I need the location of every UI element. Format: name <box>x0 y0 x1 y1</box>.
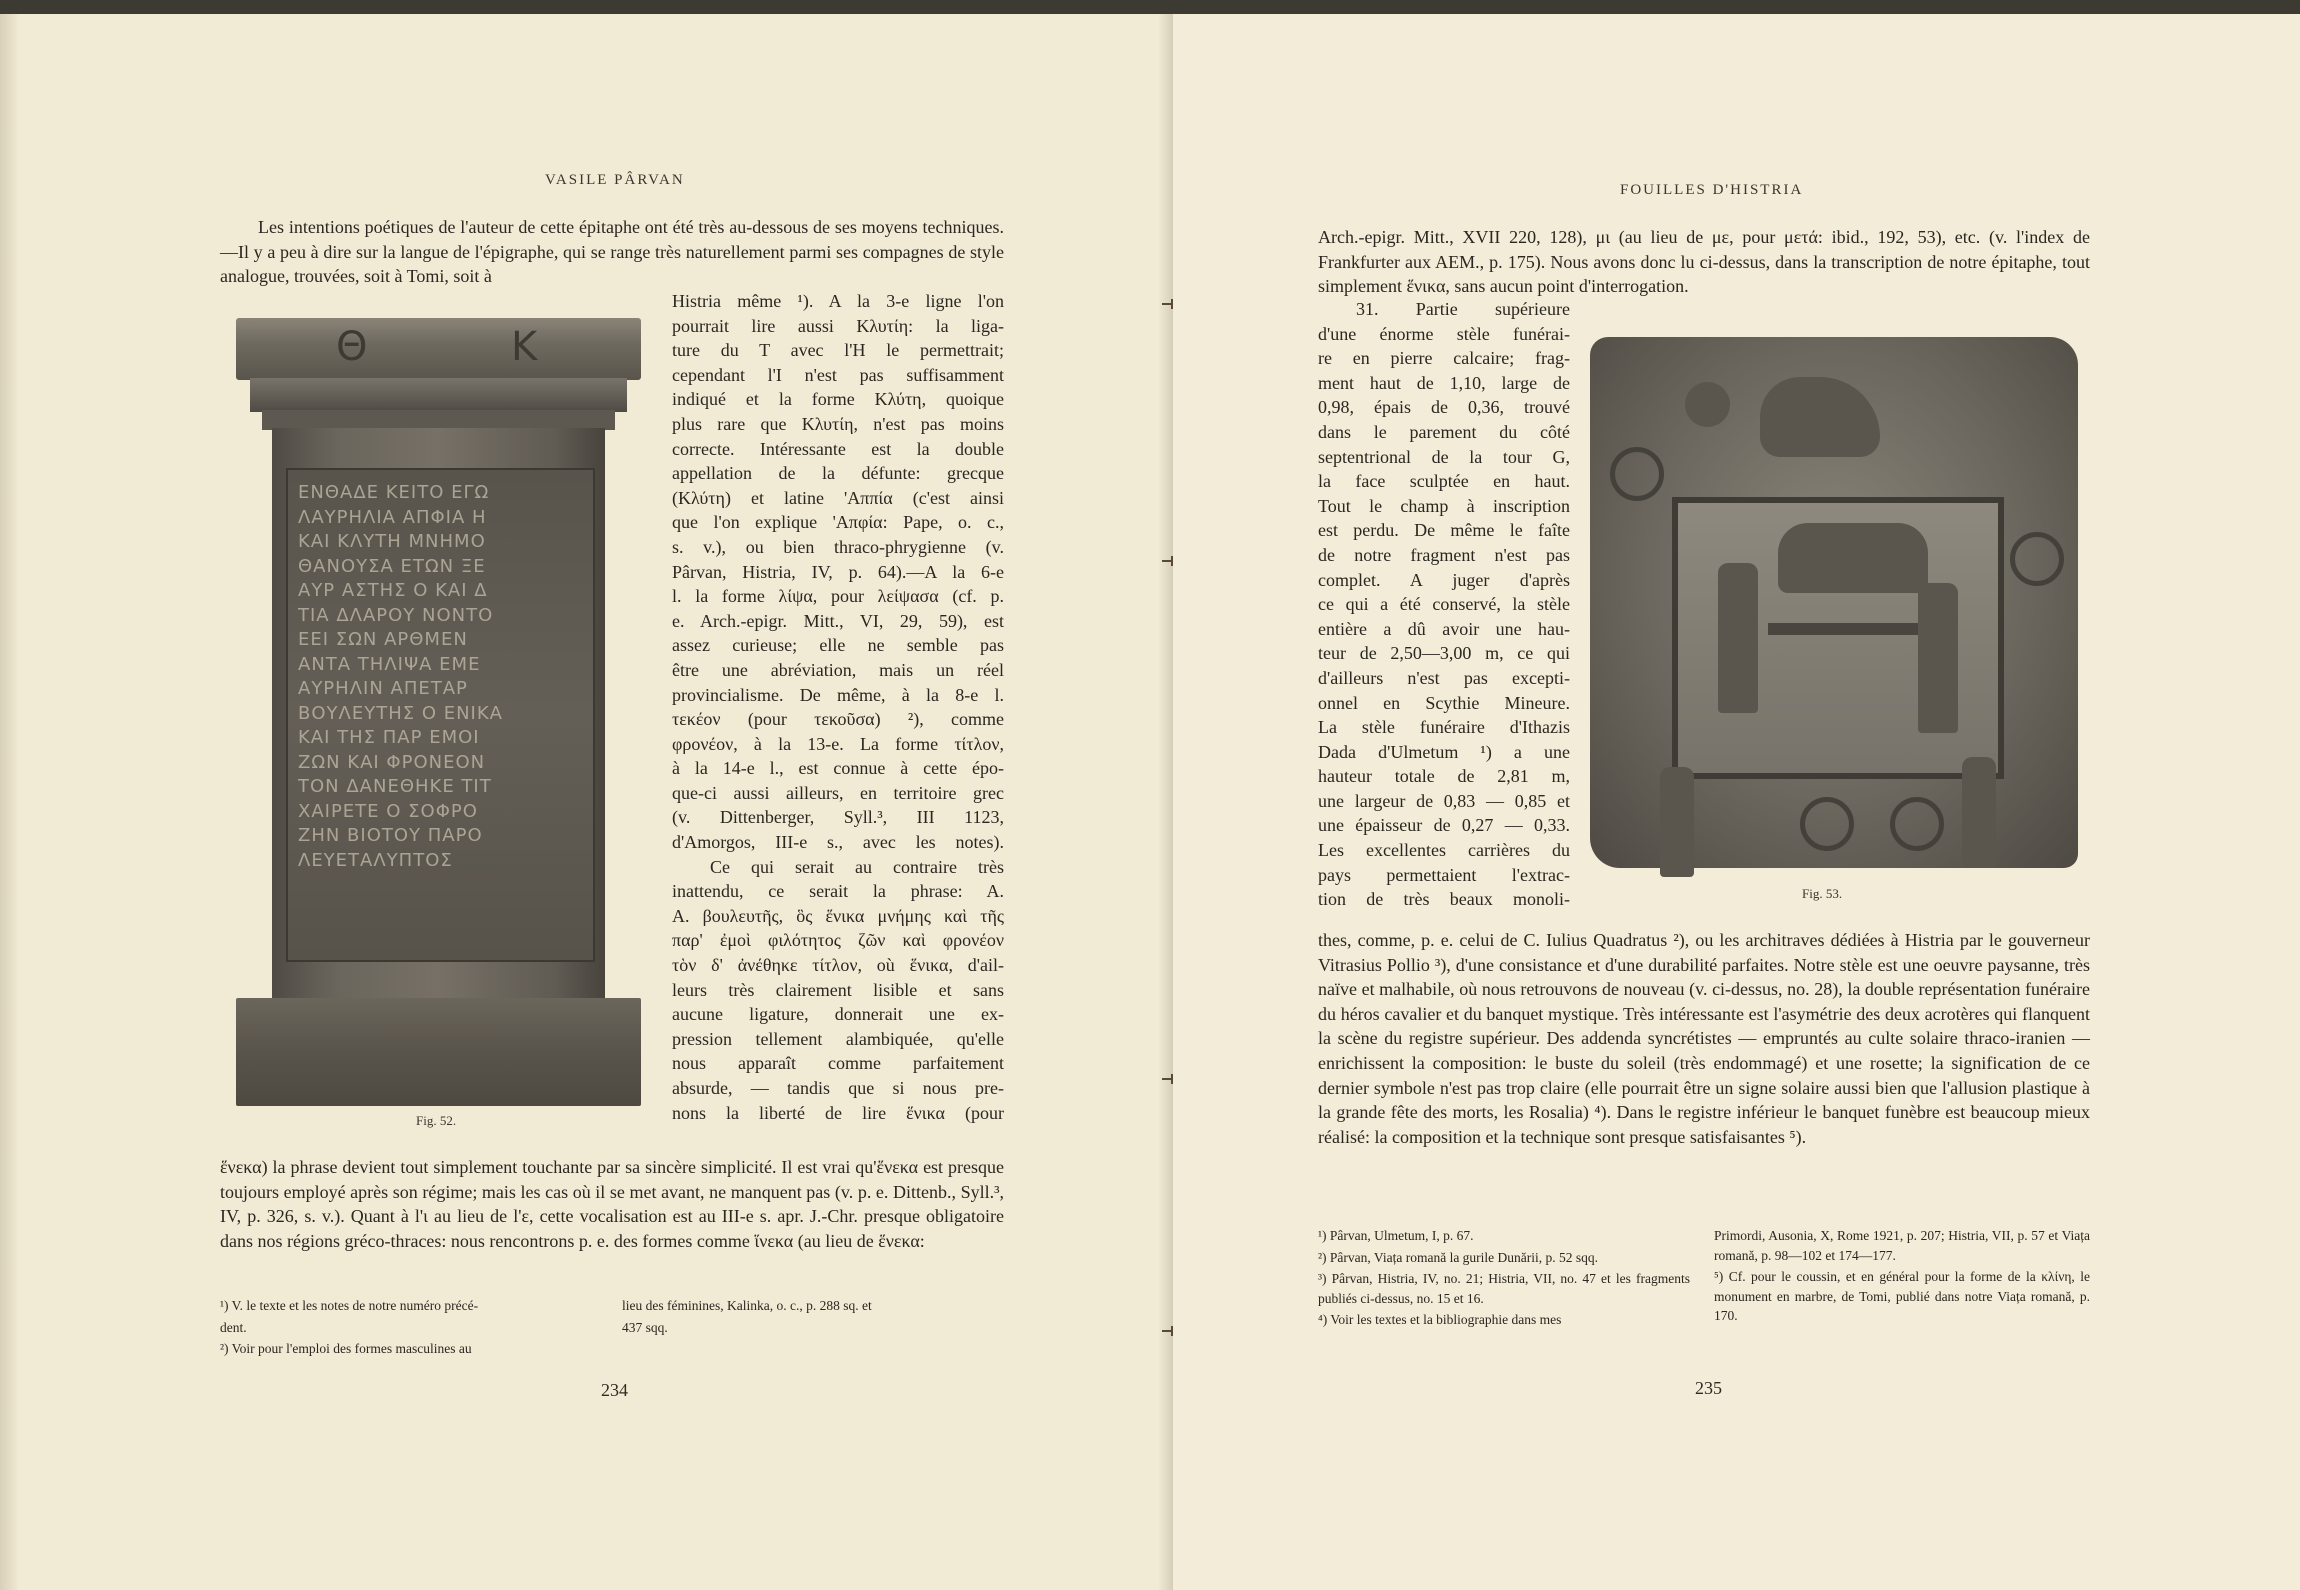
column-line: d'une énorme stèle funérai- <box>1318 323 1570 344</box>
column-line: re en pierre calcaire; frag- <box>1318 348 1570 369</box>
relief-scroll <box>2010 532 2064 586</box>
column-line: τεκέον (pour τεκοῦσα) ²), comme <box>672 709 1004 730</box>
right-footnotes <box>1318 1226 2090 1356</box>
column-line: 0,98, épais de 0,36, trouvé <box>1318 397 1570 418</box>
footnote: ⁵) Cf. pour le coussin, et en général pour la forme de la κλίνη, le monument en marbre, de Tomi, publié dans notre Viața romană, p. 170. <box>1714 1269 2090 1323</box>
relief-horseman <box>1760 377 1880 457</box>
column-line: Les excellentes carrières du <box>1318 840 1570 861</box>
column-line: (Κλύτη) et latine 'Αππία (c'est ainsi <box>672 487 1004 508</box>
inscription-line: ΖΩΝ ΚΑΙ ΦΡΟΝΕΟΝ <box>298 751 486 771</box>
column-line: que l'on explique 'Απφία: Pape, o. c., <box>672 512 1004 533</box>
column-line: nons la liberté de lire ἕνικα (pour <box>672 1102 1004 1123</box>
column-line: s. v.), ou bien thraco-phrygienne (v. <box>672 536 1004 557</box>
column-line: pourrait lire aussi Κλυτίη: la liga- <box>672 315 1004 336</box>
left-page-number: 234 <box>601 1380 628 1400</box>
right-paragraph-column <box>1318 297 1570 912</box>
column-line: παρ' ἐμοὶ φιλότητος ζῶν καὶ φρονέον <box>672 930 1004 951</box>
inscription-line: ΤΟΝ ΔΑΝΕΘΗΚΕ ΤΙΤ <box>298 776 492 795</box>
column-line: septentrional de la tour G, <box>1318 446 1570 467</box>
inscription-line: ΤΙΑ ΔΛΑΡΟΥ ΝΟΝΤΟ <box>298 604 494 624</box>
column-line: aucune ligature, donnerait une ex- <box>672 1004 1004 1025</box>
left-footnotes-col2 <box>622 1296 1004 1339</box>
footnote: lieu des féminines, Kalinka, o. c., p. 288 sq. et <box>622 1298 872 1313</box>
column-line: entière a dû avoir une hau- <box>1318 618 1570 639</box>
left-paragraph-lead <box>220 215 1004 289</box>
column-line: une largeur de 0,83 — 0,85 et <box>1318 790 1570 811</box>
footnote: ¹) V. le texte et les notes de notre numéro précé- <box>220 1298 479 1313</box>
stele-shaft <box>272 428 605 998</box>
footnote: ²) Voir pour l'emploi des formes masculines au <box>220 1341 472 1356</box>
left-lead-text: Les intentions poétiques de l'auteur de cette épitaphe ont été très au-dessous de ses moyens techniques.—Il y a peu à dire sur la langue de l'épigraphe, qui se range très naturellement parmi ses compagnes de style analogue, trouvées, soit à Tomi, soit à <box>220 217 1004 287</box>
footnote: Primordi, Ausonia, X, Rome 1921, p. 207; Histria, VII, p. 57 et Viața romană, p. 98—102 et 174—177. <box>1714 1228 2090 1263</box>
relief-banquet-register <box>1672 497 2004 779</box>
column-line: hauteur totale de 2,81 m, <box>1318 766 1570 787</box>
column-line: Pârvan, Histria, IV, p. 64).—A la 6-e <box>672 561 1004 582</box>
column-line: tion de très beaux monoli- <box>1318 889 1570 910</box>
column-line: l. la forme λίψα, pour λείψασα (cf. p. <box>672 586 1004 607</box>
right-paragraph-top <box>1318 225 2090 299</box>
left-running-head: VASILE PÂRVAN <box>545 172 685 188</box>
column-line: (v. Dittenberger, Syll.³, III 1123, <box>672 807 1004 828</box>
column-line: pays permettaient l'extrac- <box>1318 864 1570 885</box>
left-tail-text: ἕνεκα) la phrase devient tout simplement touchante par sa sincère simplicité. Il est vrai qu'ἕνεκα est presque toujours employé après son régime; mais les cas où il se met avant, ne manquent pas (v. p. e. Dittenb., Syll.³, IV, p. 326, s. v.). Quant à l'ι au lieu de l'ε, cette vocalisation est au III-e s. apr. J.-Chr. presque obligatoire dans nos régions gréco-thraces: nous rencontrons p. e. des formes comme ἵνεκα (au lieu de ἕνεκα: <box>220 1157 1004 1251</box>
column-line: d'ailleurs n'est pas excepti- <box>1318 667 1570 688</box>
column-line: que-ci aussi ailleurs, en territoire grec <box>672 782 1004 803</box>
column-line: ce qui a été conservé, la stèle <box>1318 594 1570 615</box>
relief-scroll <box>1890 797 1944 851</box>
figure-52-stele <box>236 318 641 1106</box>
footnote: 437 sqq. <box>622 1319 668 1335</box>
column-line: inattendu, ce serait la phrase: A. <box>672 881 1004 902</box>
column-line: correcte. Intéressante est la double <box>672 438 1004 459</box>
right-page-number: 235 <box>1695 1378 1722 1398</box>
column-line: onnel en Scythie Mineure. <box>1318 692 1570 713</box>
relief-sun-bust <box>1685 382 1730 427</box>
relief-figure-standing <box>1918 583 1958 733</box>
inscription-line: ΛΕΥΕΤΑΛΥΠΤΟΣ <box>298 849 453 869</box>
top-edge <box>0 0 2300 14</box>
column-line: τὸν δ' ἀνέθηκε τίτλον, où ἕνικα, d'ail- <box>672 955 1004 976</box>
footnote: ⁴) Voir les textes et la bibliographie dans mes <box>1318 1312 1562 1327</box>
inscription-line: ΕΝΘΑΔΕ ΚΕΙΤΟ ΕΓΩ <box>298 482 490 501</box>
inscription-line: ΘΑΝΟΥΣΑ ΕΤΩΝ ΞΕ <box>298 555 486 575</box>
left-footnotes <box>220 1296 1004 1356</box>
column-line: A. βουλευτῆς, ὃς ἕνικα μνήμης καὶ τῆς <box>672 905 1004 926</box>
column-line: e. Arch.-epigr. Mitt., VI, 29, 59), est <box>672 610 1004 631</box>
left-footnotes-col1 <box>220 1296 598 1361</box>
right-footnotes-col1 <box>1318 1226 1690 1332</box>
column-line: Ce qui serait au contraire très <box>710 856 1004 877</box>
right-footnotes-col2 <box>1714 1226 2090 1328</box>
relief-reclining-figure <box>1778 523 1928 593</box>
stele-crown <box>236 318 641 380</box>
inscription-line: ΖΗΝ ΒΙΟΤΟΥ ΠΑΡΟ <box>298 825 483 844</box>
column-line: cependant l'I n'est pas suffisamment <box>672 364 1004 385</box>
left-paragraph-tail <box>220 1155 1004 1253</box>
column-line: φρονέον, à la 13-e. La forme τίτλον, <box>672 733 1004 754</box>
column-line: absurde, — tandis que si nous pre- <box>672 1078 1004 1098</box>
footnote: dent. <box>220 1319 247 1335</box>
inscription-panel <box>286 468 595 962</box>
relief-table <box>1768 623 1938 635</box>
column-line: Tout le champ à inscription <box>1318 495 1570 516</box>
footnote: ²) Pârvan, Viața romană la gurile Dunării, p. 52 sqq. <box>1318 1249 1599 1265</box>
figure-53-relief <box>1590 337 2078 868</box>
inscription-line: ΛΑΥΡΗΛΙΑ ΑΠΦΙΑ Η <box>298 506 487 526</box>
figure-52-caption: Fig. 52. <box>416 1113 457 1128</box>
inscription-line: ΒΟΥΛΕΥΤΗΣ Ο ΕΝΙΚΑ <box>298 702 503 722</box>
column-line: ment haut de 1,10, large de <box>1318 372 1570 393</box>
column-line: appellation de la défunte: grecque <box>672 463 1004 484</box>
column-line: pression tellement alambiquée, qu'elle <box>672 1028 1004 1049</box>
relief-figure-left <box>1660 767 1694 877</box>
left-paragraph-column <box>672 289 1004 1125</box>
column-line: leurs très clairement lisible et sans <box>672 979 1004 1000</box>
column-line: à la 14-e l., est connue à cette épo- <box>672 758 1004 779</box>
column-line: La stèle funéraire d'Ithazis <box>1318 717 1570 738</box>
column-line: Histria même ¹). A la 3-e ligne l'on <box>672 291 1004 311</box>
crown-letter-right: Κ <box>511 324 538 370</box>
relief-scroll <box>1800 797 1854 851</box>
column-line: assez curieuse; elle ne semble pas <box>672 635 1004 656</box>
column-line: teur de 2,50—3,00 m, ce qui <box>1318 643 1570 664</box>
column-line: complet. A juger d'après <box>1318 569 1570 590</box>
inscription-line: ΧΑΙΡΕΤΕ Ο ΣΟΦΡΟ <box>298 800 478 820</box>
relief-scroll <box>1610 447 1664 501</box>
column-line: ture du T avec l'H le permettrait; <box>672 340 1004 361</box>
inscription-line: ΑΥΡΗΛΙΝ ΑΠΕΤΑΡ <box>298 678 468 697</box>
inscription-line: ΚΑΙ ΤΗΣ ΠΑΡ ΕΜΟΙ <box>298 727 480 746</box>
figure-53-caption: Fig. 53. <box>1802 886 1843 901</box>
right-tail-text: thes, comme, p. e. celui de C. Iulius Quadratus ²), ou les architraves dédiées à Histria par le gouverneur Vitrasius Pollio ³), d'une consistance et d'une durabilité parfaites. Notre stèle est une oeuvre paysanne, très naïve et malhabile, où nous retrouvons de nouveau (v. ci-dessus, no. 28), la double représentation funéraire du héros cavalier et du banquet mystique. Très intéressante est l'asymétrie des deux acrotères qui flanquent la scène du registre supérieur. Des addenda syncrétistes — empruntés au culte solaire thraco-iranien — enrichissent la composition: le buste du soleil (très endommagé) et une rosette; la signification de ce dernier symbole n'est pas trop claire (elle pourrait être un signe solaire aussi bien que l'allusion plastique à la grande fête des morts, les Rosalia) ⁴). Dans le registre inférieur le banquet funèbre est beaucoup mieux réalisé: la composition et la technique sont presque satisfaisantes ⁵). <box>1318 930 2090 1147</box>
column-line: nous apparaît comme parfaitement <box>672 1053 1004 1074</box>
footnote: ¹) Pârvan, Ulmetum, I, p. 67. <box>1318 1228 1474 1243</box>
column-line: d'Amorgos, III-e s., avec les notes). <box>672 832 1004 853</box>
column-line: 31. Partie supérieure <box>1356 299 1570 319</box>
column-line: indiqué et la forme Κλύτη, quoique <box>672 389 1004 410</box>
right-top-text: Arch.-epigr. Mitt., XVII 220, 128), μι (au lieu de με, pour μετά: ibid., 192, 53), etc. (v. l'index de Frankfurter aux AEM., p. 175). Nous avons donc lu ci-dessus, dans la transcription de notre épitaphe, tout simplement ἕνικα, sans aucun point d'interrogation. <box>1318 227 2090 297</box>
column-line: provincialisme. De même, à la 8-e l. <box>672 684 1004 705</box>
column-line: être une abréviation, mais un réel <box>672 659 1004 680</box>
stele-base <box>236 998 641 1106</box>
relief-figure-right <box>1962 757 1996 867</box>
inscription-line: ΑΝΤΑ ΤΗΛΙΨΑ ΕΜΕ <box>298 653 481 673</box>
inscription-line: ΚΑΙ ΚΛΥΤΗ ΜΝΗΜΟ <box>298 531 486 550</box>
column-line: la face sculptée en haut. <box>1318 471 1570 492</box>
relief-figure-standing <box>1718 563 1758 713</box>
page-edge-left <box>0 14 18 1590</box>
footnote: ³) Pârvan, Histria, IV, no. 21; Histria, VII, no. 47 et les fragments publiés ci-dessus, no. 15 et 16. <box>1318 1271 1690 1306</box>
right-running-head: FOUILLES D'HISTRIA <box>1620 182 1804 198</box>
stele-molding <box>250 378 627 412</box>
inscription-line: ΕΕΙ ΣΩΝ ΑΡΘΜΕΝ <box>298 629 468 648</box>
crown-letter-left: Θ <box>336 324 368 370</box>
inscription-line: ΑΥΡ ΑΣΤΗΣ Ο ΚΑΙ Δ <box>298 580 488 599</box>
column-line: plus rare que Κλυτίη, n'est pas moins <box>672 413 1004 434</box>
column-line: de notre fragment n'est pas <box>1318 544 1570 565</box>
column-line: Dada d'Ulmetum ¹) a une <box>1318 741 1570 762</box>
column-line: une épaisseur de 0,27 — 0,33. <box>1318 815 1570 836</box>
right-paragraph-tail <box>1318 928 2090 1149</box>
column-line: est perdu. De même le faîte <box>1318 520 1570 541</box>
stele-molding-lower <box>262 410 615 430</box>
column-line: dans le parement du côté <box>1318 421 1570 442</box>
